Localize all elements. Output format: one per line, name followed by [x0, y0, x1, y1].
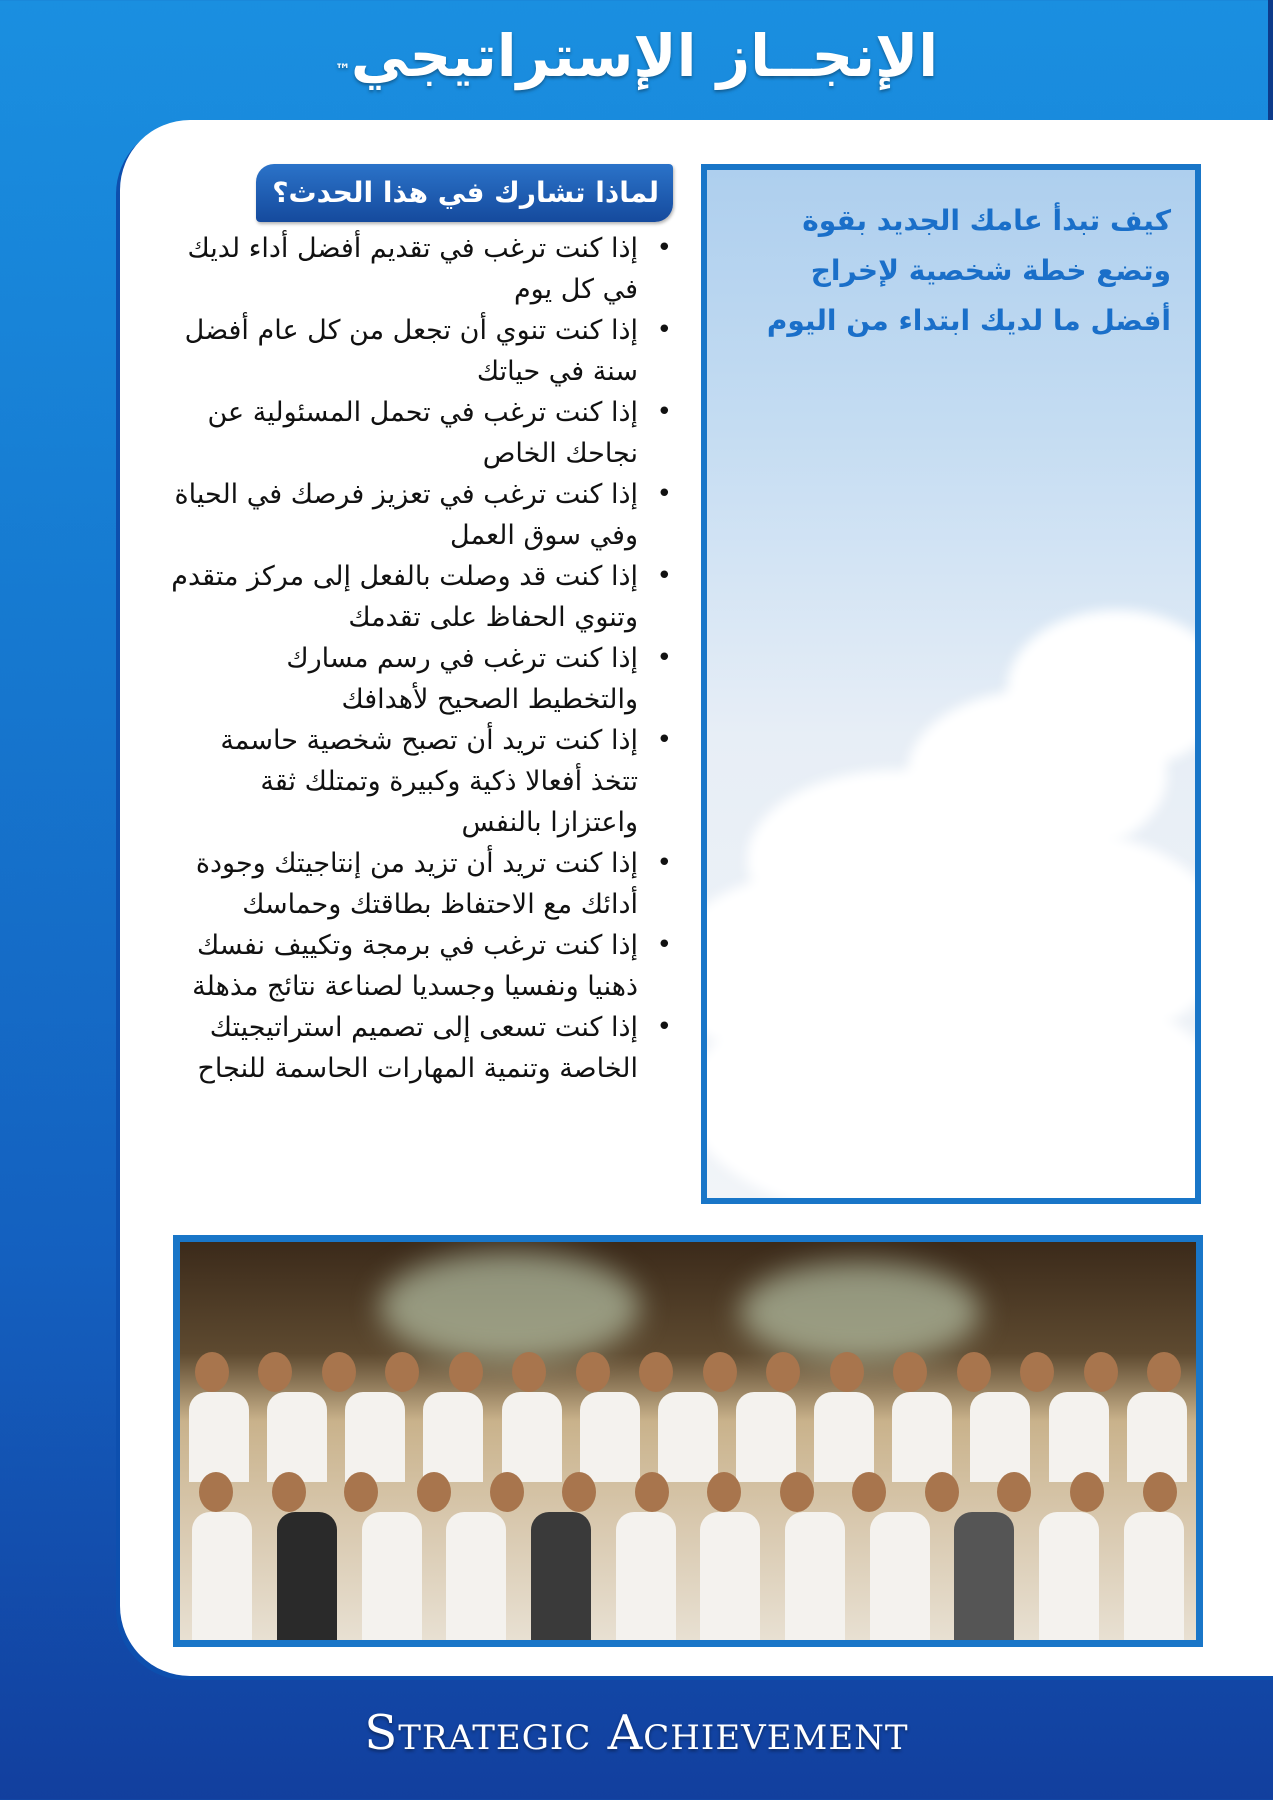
- footer-title: Strategic Achievement: [364, 1705, 909, 1761]
- list-item: • إذا كنت تسعى إلى تصميم استراتيجيتك الخاصة وتنمية المهارات الحاسمة للنجاح: [170, 1007, 680, 1089]
- crowd-back-row: [180, 1352, 1196, 1392]
- list-item: • إذا كنت تريد أن تصبح شخصية حاسمة تتخذ أفعالا ذكية وكبيرة وتمتلك ثقة واعتزازا بالنفس: [170, 720, 680, 843]
- list-item: • إذا كنت ترغب في تعزيز فرصك في الحياة وفي سوق العمل: [170, 474, 680, 556]
- reasons-section-heading: لماذا تشارك في هذا الحدث؟: [256, 164, 673, 222]
- reasons-list: [170, 228, 680, 1089]
- list-item: • إذا كنت تريد أن تزيد من إنتاجيتك وجودة أدائك مع الاحتفاظ بطاقتك وحماسك: [170, 843, 680, 925]
- trademark-mark: ™: [334, 60, 351, 79]
- list-item: • إذا كنت ترغب في تحمل المسئولية عن نجاحك الخاص: [170, 392, 680, 474]
- crowd-front-heads: [180, 1472, 1196, 1512]
- stage-smoke: [740, 1262, 980, 1362]
- list-item: • إذا كنت ترغب في تقديم أفضل أداء لديك في كل يوم: [170, 228, 680, 310]
- list-item: • إذا كنت ترغب في برمجة وتكييف نفسك ذهنيا ونفسيا وجسديا لصناعة نتائج مذهلة: [170, 925, 680, 1007]
- crowd-front-row: [180, 1512, 1196, 1642]
- list-item: • إذا كنت قد وصلت بالفعل إلى مركز متقدم وتنوي الحفاظ على تقدمك: [170, 556, 680, 638]
- crowd-middle-row: [180, 1392, 1196, 1482]
- page-title: [0, 16, 1273, 96]
- sky-image-panel: [701, 164, 1201, 1204]
- stage-smoke: [380, 1252, 640, 1362]
- sky-panel-heading: كيف تبدأ عامك الجديد بقوة وتضع خطة شخصية لإخراج أفضل ما لديك ابتداء من اليوم: [766, 204, 1171, 337]
- list-item: • إذا كنت ترغب في رسم مسارك والتخطيط الصحيح لأهدافك: [170, 638, 680, 720]
- crowd-photo: [173, 1235, 1203, 1647]
- page-title-text: الإنجــاز الإستراتيجي: [350, 22, 939, 90]
- list-item: • إذا كنت تنوي أن تجعل من كل عام أفضل سنة في حياتك: [170, 310, 680, 392]
